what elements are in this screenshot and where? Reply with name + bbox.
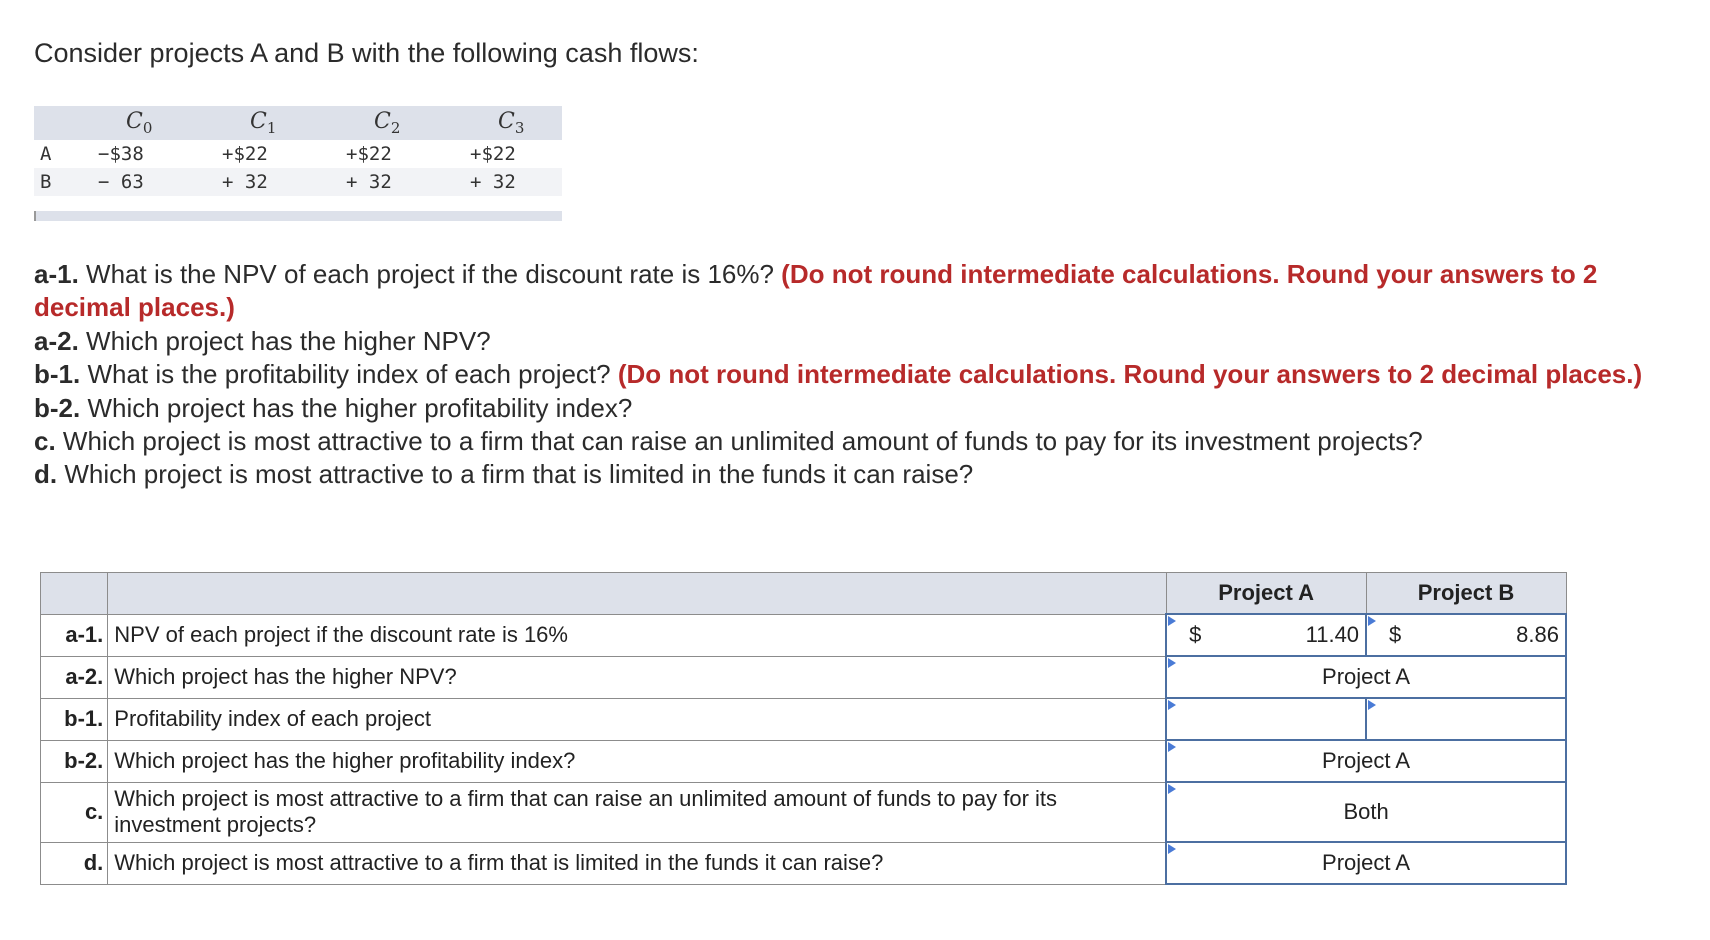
questions [34, 258, 1684, 492]
row-label: d. [41, 842, 108, 884]
header-c1: $C_1$ [250, 108, 277, 138]
cash-flow-footer [34, 211, 562, 221]
dropdown-marker-icon [1168, 658, 1176, 668]
question: d. Which project is most attractive to a firm that is limited in the funds it can raise? [34, 459, 974, 490]
row-description: Which project has the higher profitability index? [108, 740, 1166, 782]
answer-header-row [41, 573, 1567, 615]
pi-input-project-a[interactable] [1166, 698, 1366, 740]
header-blank [41, 573, 108, 615]
cash-value: +$22 [346, 143, 392, 165]
cash-value: +$22 [470, 143, 516, 165]
question: a-2. Which project has the higher NPV? [34, 325, 491, 356]
row-description: Profitability index of each project [108, 698, 1166, 740]
answer-row-b2 [41, 740, 1567, 782]
currency-symbol: $ [1189, 622, 1202, 647]
answer-row-c [41, 782, 1567, 842]
npv-value-a: 11.40 [1305, 622, 1360, 647]
question: a-1. What is the NPV of each project if the discount rate is 16%? (Do not round intermediate calculations. Round your answers to 2 decimal places.) [34, 259, 1598, 323]
dropdown-marker-icon [1168, 784, 1176, 794]
answer-row-a1 [41, 614, 1567, 656]
unlimited-funds-select[interactable] [1166, 782, 1566, 842]
input-marker-icon [1168, 700, 1176, 710]
npv-input-project-b[interactable] [1366, 614, 1566, 656]
row-label: b-2. [41, 740, 108, 782]
question: b-2. Which project has the higher profitability index? [34, 392, 633, 423]
question: b-1. What is the profitability index of each project? (Do not round intermediate calculations. Round your answers to 2 decimal places.) [34, 359, 1643, 390]
row-label: a-1. [41, 614, 108, 656]
cash-value: − 63 [98, 171, 144, 193]
answer-row-d [41, 842, 1567, 884]
pi-input-project-b[interactable] [1366, 698, 1566, 740]
header-blank [108, 573, 1166, 615]
currency-symbol: $ [1389, 622, 1402, 647]
selected-value: Project A [1322, 850, 1411, 875]
input-marker-icon [1368, 700, 1376, 710]
header-c2: $C_2$ [374, 108, 401, 138]
cash-flow-row-b [34, 168, 562, 196]
intro-text: Consider projects A and B with the following cash flows: [34, 38, 699, 68]
npv-input-project-a[interactable] [1166, 614, 1366, 656]
header-project-a: Project A [1166, 573, 1366, 615]
project-label: B [40, 171, 52, 193]
dropdown-marker-icon [1168, 844, 1176, 854]
cash-value: + 32 [222, 171, 268, 193]
higher-npv-select[interactable] [1166, 656, 1566, 698]
dropdown-marker-icon [1168, 742, 1176, 752]
cash-flow-table [34, 106, 562, 221]
project-label: A [40, 143, 52, 165]
header-c0: $C_0$ [126, 108, 153, 138]
header-c3: $C_3$ [498, 108, 525, 138]
selected-value: Project A [1322, 748, 1411, 773]
row-description: Which project is most attractive to a firm that is limited in the funds it can raise? [108, 842, 1166, 884]
row-description: Which project has the higher NPV? [108, 656, 1166, 698]
row-description: Which project is most attractive to a firm that can raise an unlimited amount of funds to pay for its investment projects? [108, 782, 1166, 842]
selected-value: Project A [1322, 664, 1411, 689]
cash-value: −$38 [98, 143, 144, 165]
row-label: a-2. [41, 656, 108, 698]
question: c. Which project is most attractive to a firm that can raise an unlimited amount of funds to pay for its investment projects? [34, 426, 1423, 457]
cash-flow-header [34, 106, 562, 140]
higher-pi-select[interactable] [1166, 740, 1566, 782]
row-description: NPV of each project if the discount rate is 16% [108, 614, 1166, 656]
cash-flow-row-a [34, 140, 562, 168]
cash-value: +$22 [222, 143, 268, 165]
limited-funds-select[interactable] [1166, 842, 1566, 884]
row-label: c. [41, 782, 108, 842]
selected-value: Both [1343, 799, 1389, 824]
cash-value: + 32 [346, 171, 392, 193]
answer-row-b1 [41, 698, 1567, 740]
input-marker-icon [1168, 616, 1176, 626]
npv-value-b: 8.86 [1516, 622, 1559, 647]
input-marker-icon [1368, 616, 1376, 626]
answer-table [40, 572, 1567, 885]
cash-value: + 32 [470, 171, 516, 193]
row-label: b-1. [41, 698, 108, 740]
answer-row-a2 [41, 656, 1567, 698]
header-project-b: Project B [1366, 573, 1566, 615]
